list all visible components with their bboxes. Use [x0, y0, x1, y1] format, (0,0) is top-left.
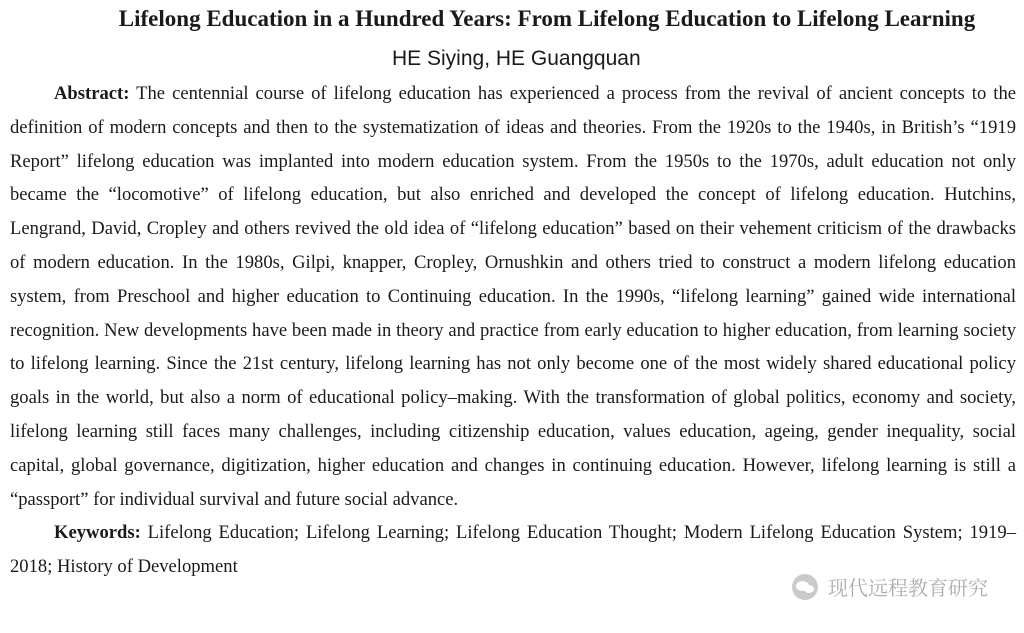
abstract-paragraph	[10, 77, 1016, 516]
paper-authors: HE Siying, HE Guangquan	[392, 47, 641, 70]
abstract-text: The centennial course of lifelong education has experienced a process from the revival of ancient concepts to the definition of modern concepts and then to the systematization of ideas and theories. From the 1920s to the 1940s, in British’s “1919 Report” lifelong education was implanted into modern education system. From the 1950s to the 1970s, adult education not only became the “locomotive” of lifelong education, but also enriched and developed the concept of lifelong education. Hutchins, Lengrand, David, Cropley and others revived the old idea of “lifelong education” based on their vehement criticism of the drawbacks of modern education. In the 1980s, Gilpi, knapper, Cropley, Ornushkin and others tried to construct a modern lifelong education system, from Preschool and higher education to Continuing education. In the 1990s, “lifelong learning” gained wide international recognition. New developments have been made in theory and practice from early education to higher education, from learning society to lifelong learning. Since the 21st century, lifelong learning has not only become one of the most widely shared educational policy goals in the world, but also a norm of educational policy–making. With the transformation of global politics, economy and society, lifelong learning still faces many challenges, including citizenship education, values education, ageing, gender inequality, social capital, global governance, digitization, higher education and changes in continuing education. However, lifelong learning is still a “passport” for individual survival and future social advance.	[10, 83, 1017, 510]
paper-title: Lifelong Education in a Hundred Years: From Lifelong Education to Lifelong Learning	[118, 6, 976, 31]
keywords-label: Keywords:	[54, 522, 141, 544]
wechat-icon	[792, 574, 818, 600]
abstract-label: Abstract:	[54, 83, 130, 104]
watermark	[792, 572, 990, 601]
keywords-text: Lifelong Education; Lifelong Learning; Lifelong Education Thought; Modern Lifelong Education System; 1919–2018; History of Development	[10, 522, 1016, 578]
watermark-text: 现代远程教育研究	[826, 572, 990, 601]
